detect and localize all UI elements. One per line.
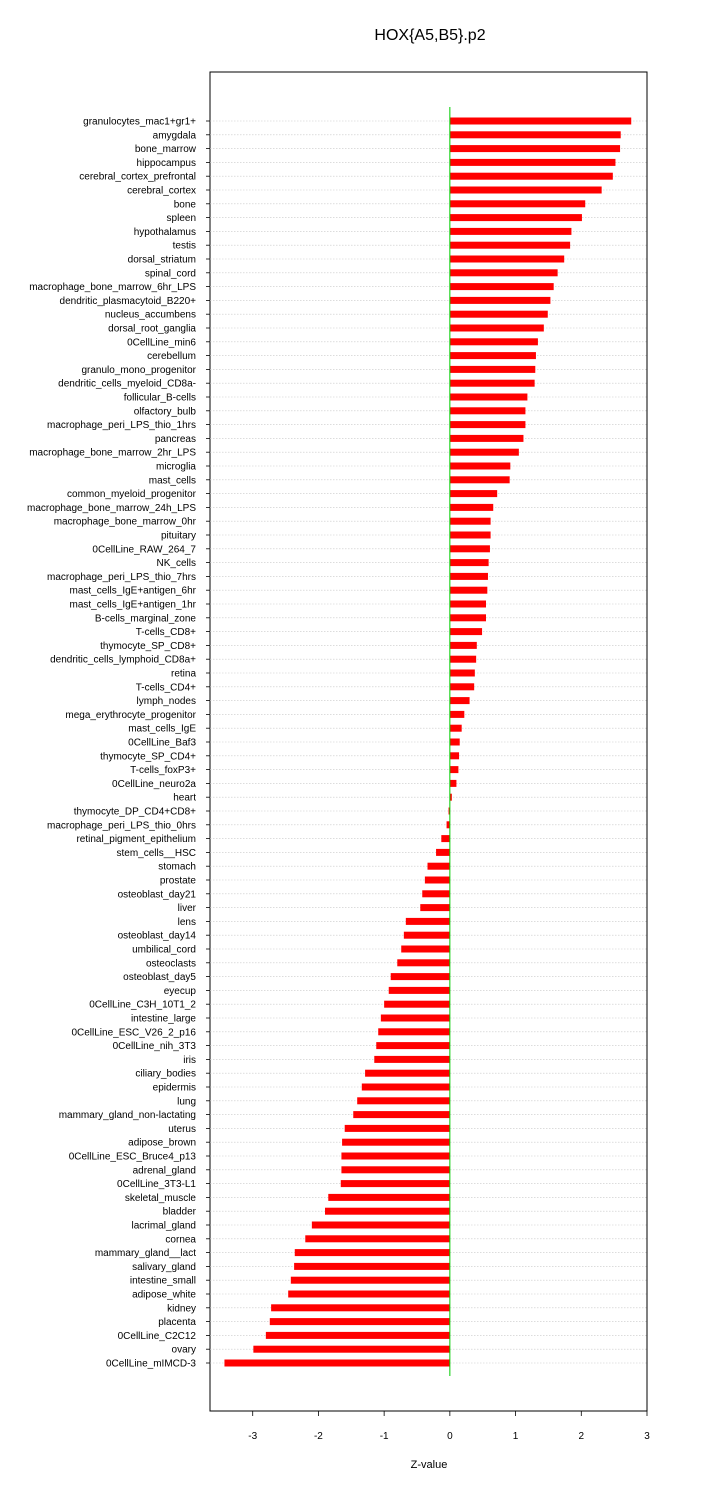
bar [428, 863, 450, 870]
category-label: retina [170, 668, 196, 680]
bar [450, 283, 554, 290]
chart-title: HOX{A5,B5}.p2 [374, 27, 486, 44]
bar [450, 352, 536, 359]
category-label: liver [177, 903, 196, 915]
x-tick-label: 1 [512, 1431, 519, 1442]
bar [450, 242, 570, 249]
category-label: thymocyte_SP_CD4+ [100, 751, 196, 763]
x-axis-ticks [248, 1411, 650, 1442]
bar [450, 490, 497, 497]
category-label: B-cells_marginal_zone [94, 613, 196, 625]
category-label: 0CellLine_RAW_264_7 [92, 544, 196, 556]
bar [325, 1208, 450, 1215]
category-label: placenta [158, 1317, 196, 1329]
category-label: adipose_white [132, 1289, 196, 1301]
category-label: T-cells_foxP3+ [130, 765, 196, 777]
bar [450, 435, 524, 442]
category-label: spinal_cord [144, 268, 196, 280]
category-label: prostate [159, 875, 196, 887]
category-label: olfactory_bulb [133, 406, 196, 418]
category-label: nucleus_accumbens [104, 309, 196, 321]
category-label: mast_cells_IgE+antigen_6hr [69, 585, 196, 597]
category-label: mast_cells [148, 475, 196, 487]
bar [312, 1222, 450, 1229]
bar [357, 1097, 450, 1104]
category-label: lung [177, 1096, 196, 1108]
bar [450, 449, 519, 456]
category-label: heart [173, 792, 196, 804]
category-label: epidermis [152, 1082, 196, 1094]
category-label: cerebellum [147, 351, 196, 363]
category-label: 0CellLine_mIMCD-3 [105, 1358, 196, 1370]
bar [450, 394, 528, 401]
category-label: stem_cells__HSC [116, 847, 196, 859]
category-label: thymocyte_SP_CD8+ [100, 640, 196, 652]
category-label: adrenal_gland [132, 1165, 196, 1177]
bar [271, 1304, 450, 1311]
bar [450, 325, 544, 332]
category-label: dendritic_plasmacytoid_B220+ [59, 295, 196, 307]
category-label: osteoblast_day5 [123, 972, 196, 984]
category-label: hypothalamus [133, 226, 196, 238]
category-label: macrophage_peri_LPS_thio_1hrs [47, 420, 196, 432]
category-label: bone [173, 199, 196, 211]
x-axis-title: Z-value [410, 1459, 448, 1471]
bar [436, 849, 450, 856]
category-label: macrophage_bone_marrow_2hr_LPS [29, 447, 196, 459]
category-label: kidney [167, 1303, 196, 1315]
bar [450, 518, 491, 525]
category-label: 0CellLine_Baf3 [128, 737, 196, 749]
bar [450, 118, 631, 125]
bar [266, 1332, 450, 1339]
bar [450, 739, 460, 746]
bar [450, 407, 526, 414]
grid-layer [206, 121, 647, 1363]
bar [270, 1318, 450, 1325]
bar [305, 1235, 450, 1242]
bar [450, 614, 486, 621]
bar [441, 835, 450, 842]
category-label: skeletal_muscle [124, 1192, 196, 1204]
category-label: thymocyte_DP_CD4+CD8+ [73, 806, 196, 818]
category-label: cerebral_cortex [127, 185, 196, 197]
category-label: 0CellLine_3T3-L1 [117, 1179, 196, 1191]
x-tick-label: -2 [313, 1431, 323, 1442]
bar [450, 752, 459, 759]
category-label: lens [177, 916, 196, 928]
bar [450, 228, 572, 235]
x-tick-label: -1 [379, 1431, 389, 1442]
bar [450, 311, 548, 318]
bar [389, 987, 450, 994]
bar [450, 504, 493, 511]
category-label: hippocampus [136, 157, 196, 169]
bar [450, 269, 558, 276]
bar [341, 1153, 449, 1160]
category-label: 0CellLine_C3H_10T1_2 [89, 999, 196, 1011]
bar [450, 559, 489, 566]
category-label: salivary_gland [132, 1261, 196, 1273]
category-label: intestine_large [130, 1013, 196, 1025]
category-label: ciliary_bodies [135, 1068, 196, 1080]
bar [450, 628, 482, 635]
bar [404, 932, 450, 939]
bar [378, 1028, 450, 1035]
bar [397, 959, 450, 966]
category-label: microglia [155, 461, 196, 473]
bar [362, 1084, 450, 1091]
bar [450, 159, 616, 166]
x-tick-label: 2 [578, 1431, 585, 1442]
category-label: lacrimal_gland [131, 1220, 196, 1232]
category-label: macrophage_peri_LPS_thio_0hrs [47, 820, 196, 832]
bar [406, 918, 450, 925]
bar [450, 656, 476, 663]
bar [401, 946, 450, 953]
bar [450, 380, 535, 387]
category-label: dendritic_cells_lymphoid_CD8a+ [50, 654, 196, 666]
bar [341, 1166, 449, 1173]
category-label: granulocytes_mac1+gr1+ [83, 116, 196, 128]
category-label: macrophage_bone_marrow_6hr_LPS [29, 282, 196, 294]
x-tick-label: -3 [248, 1431, 258, 1442]
category-label: lymph_nodes [136, 696, 196, 708]
category-label: osteoclasts [145, 958, 196, 970]
category-label: common_myeloid_progenitor [67, 489, 196, 501]
category-label: dorsal_root_ganglia [108, 323, 196, 335]
category-label: mast_cells_IgE [128, 723, 196, 735]
bar [450, 711, 464, 718]
category-label: amygdala [152, 130, 196, 142]
bar [450, 256, 564, 263]
bar [384, 1001, 450, 1008]
bar [224, 1360, 449, 1367]
bar [376, 1042, 450, 1049]
category-label: dorsal_striatum [127, 254, 196, 266]
bar [328, 1194, 450, 1201]
x-tick-label: 3 [644, 1431, 650, 1442]
category-label: granulo_mono_progenitor [81, 364, 196, 376]
bar [450, 214, 582, 221]
category-label: cerebral_cortex_prefrontal [79, 171, 196, 183]
bar [450, 338, 538, 345]
category-label: macrophage_bone_marrow_24h_LPS [26, 502, 196, 514]
category-label: retinal_pigment_epithelium [76, 834, 196, 846]
category-label: osteoblast_day14 [117, 930, 196, 942]
category-label: mast_cells_IgE+antigen_1hr [69, 599, 196, 611]
category-label: follicular_B-cells [123, 392, 196, 404]
bar [420, 904, 450, 911]
category-label: eyecup [163, 985, 196, 997]
bar [450, 545, 490, 552]
bar [381, 1015, 450, 1022]
category-label: adipose_brown [128, 1137, 196, 1149]
category-label: T-cells_CD8+ [135, 627, 196, 639]
bar [288, 1291, 450, 1298]
category-label: pituitary [160, 530, 196, 542]
bar [374, 1056, 450, 1063]
category-label: macrophage_bone_marrow_0hr [53, 516, 196, 528]
bar [353, 1111, 450, 1118]
bar [391, 973, 450, 980]
category-label: pancreas [154, 433, 196, 445]
category-label: 0CellLine_neuro2a [112, 778, 196, 790]
category-label: ovary [171, 1344, 196, 1356]
bar [294, 1263, 450, 1270]
bar [450, 421, 526, 428]
bar [450, 780, 457, 787]
bar [422, 890, 450, 897]
bar [295, 1249, 450, 1256]
category-labels [27, 117, 197, 1370]
category-label: bladder [162, 1206, 196, 1218]
bar [450, 463, 510, 470]
category-label: 0CellLine_min6 [127, 337, 196, 349]
category-label: spleen [166, 213, 196, 225]
bar [365, 1070, 450, 1077]
category-label: intestine_small [129, 1275, 196, 1287]
bar [341, 1180, 450, 1187]
bar [450, 573, 488, 580]
category-label: mammary_gland__lact [94, 1248, 196, 1260]
category-label: dendritic_cells_myeloid_CD8a- [58, 378, 196, 390]
category-label: uterus [168, 1123, 196, 1135]
category-label: 0CellLine_ESC_V26_2_p16 [71, 1027, 196, 1039]
bar [450, 642, 477, 649]
bar [450, 683, 474, 690]
category-label: NK_cells [156, 558, 196, 570]
bar [345, 1125, 450, 1132]
bar [450, 297, 551, 304]
bar [450, 145, 620, 152]
bar [450, 587, 487, 594]
category-label: 0CellLine_C2C12 [117, 1330, 196, 1342]
bar [450, 476, 510, 483]
bar [450, 697, 470, 704]
bar [450, 200, 585, 207]
bar [450, 173, 613, 180]
bar [450, 532, 491, 539]
bar [450, 670, 475, 677]
category-label: 0CellLine_ESC_Bruce4_p13 [68, 1151, 196, 1163]
category-label: mammary_gland_non-lactating [58, 1110, 196, 1122]
category-label: macrophage_peri_LPS_thio_7hrs [47, 571, 196, 583]
category-label: mega_erythrocyte_progenitor [65, 709, 196, 721]
bar [450, 766, 459, 773]
bar [450, 366, 535, 373]
bar [342, 1139, 450, 1146]
category-label: stomach [158, 861, 196, 873]
bar [450, 601, 486, 608]
bar [450, 131, 621, 138]
category-label: iris [183, 1054, 196, 1066]
category-label: 0CellLine_nih_3T3 [112, 1041, 196, 1053]
category-label: bone_marrow [134, 144, 196, 156]
category-label: cornea [165, 1234, 196, 1246]
bar [450, 725, 462, 732]
bar [291, 1277, 450, 1284]
category-label: testis [172, 240, 196, 252]
bar [425, 877, 450, 884]
category-label: T-cells_CD4+ [135, 682, 196, 694]
category-label: umbilical_cord [132, 944, 196, 956]
x-tick-label: 0 [447, 1431, 453, 1442]
category-label: osteoblast_day21 [117, 889, 196, 901]
bar [450, 187, 602, 194]
bar [253, 1346, 449, 1353]
